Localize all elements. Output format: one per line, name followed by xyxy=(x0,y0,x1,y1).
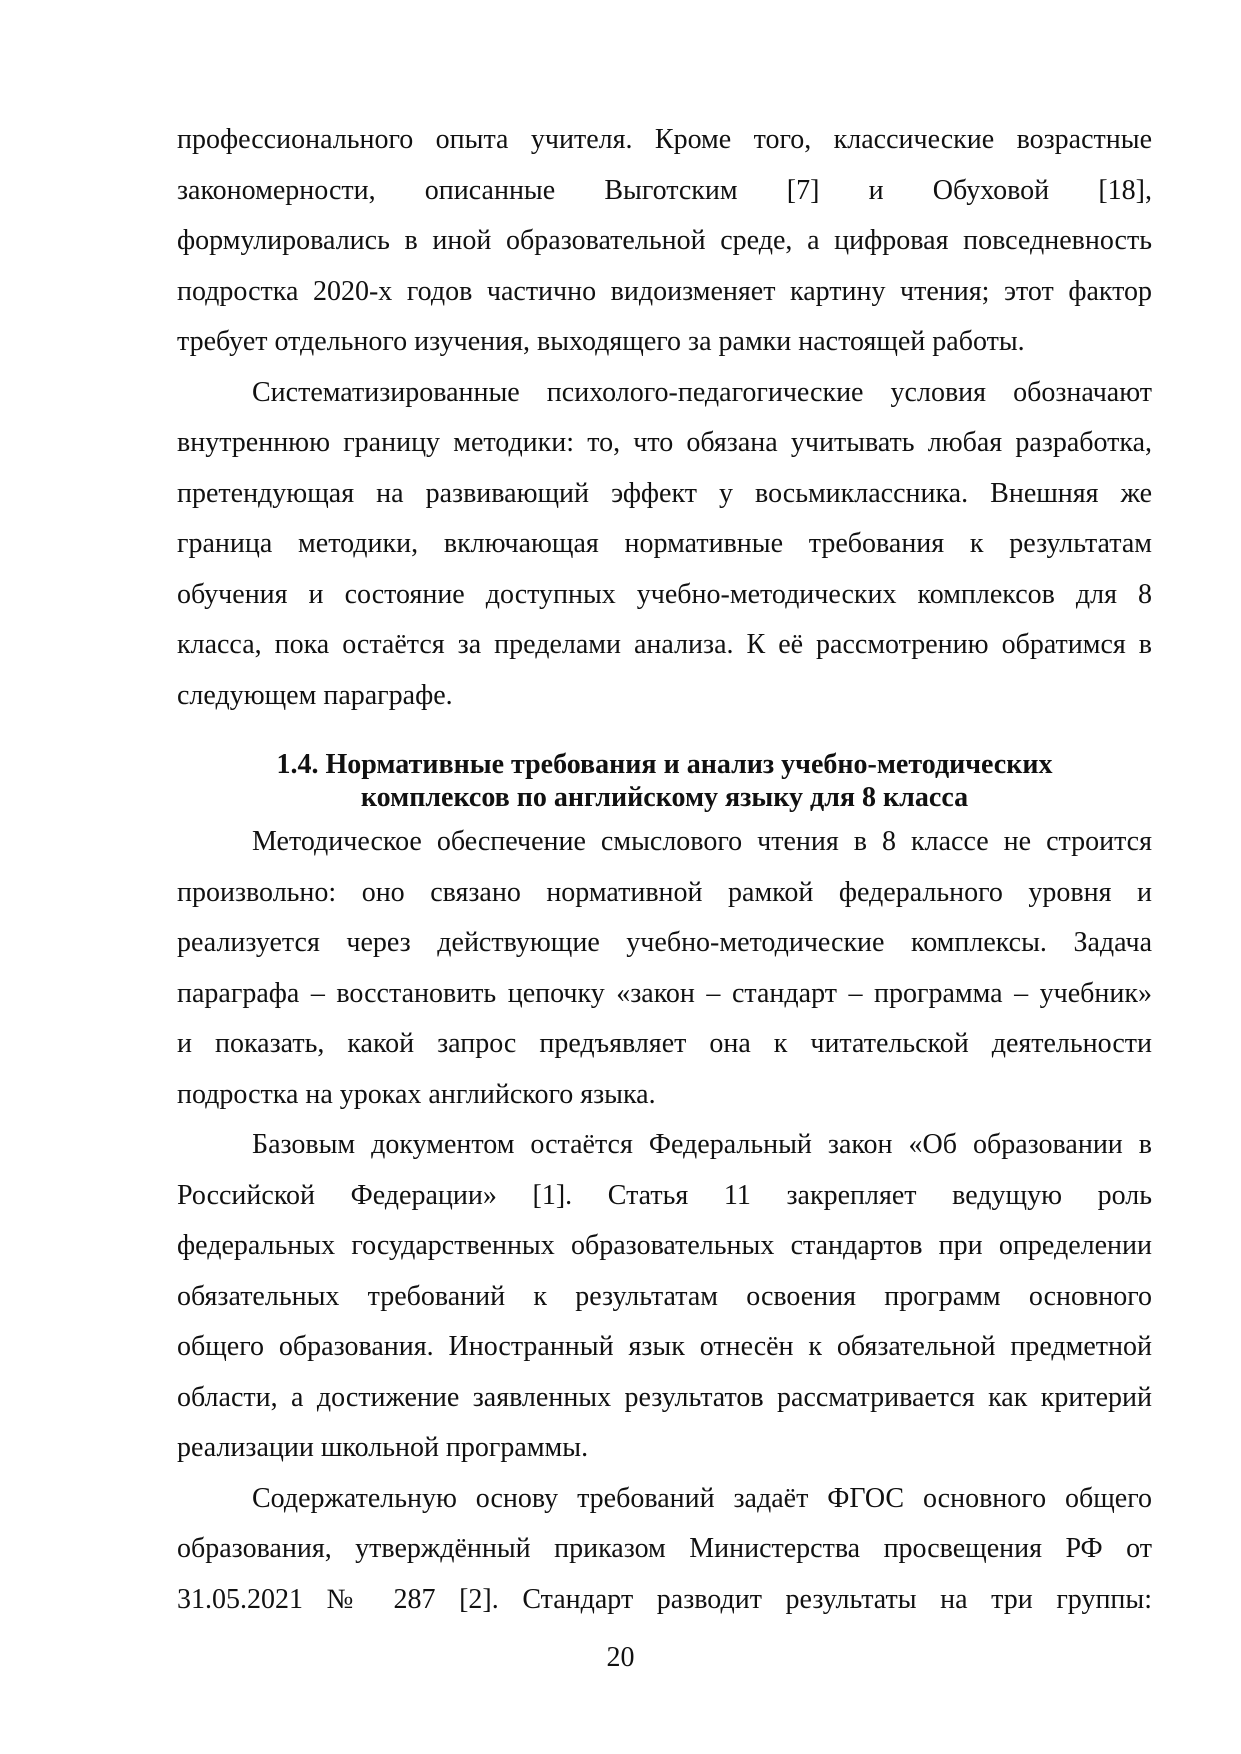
text-line: следующем параграфе. xyxy=(177,679,453,711)
text-line: федеральных государственных образовательных стандартов при определении xyxy=(177,1230,1152,1261)
text-line: подростка на уроках английского языка. xyxy=(177,1078,656,1110)
text-line: произвольно: оно связано нормативной рамкой федерального уровня и xyxy=(177,876,1152,908)
text-line: реализации школьной программы. xyxy=(177,1432,589,1463)
text-line: реализуется через действующие учебно-методические комплексы. Задача xyxy=(177,927,1152,958)
text-line: 31.05.2021 № 287 [2]. Стандарт разводит результаты на три группы: xyxy=(177,1583,1152,1615)
text-line: области, а достижение заявленных результатов рассматривается как критерий xyxy=(177,1381,1152,1413)
paragraph-first-line: Базовым документом остаётся Федеральный закон «Об образовании в xyxy=(252,1129,1152,1160)
text-line: класса, пока остаётся за пределами анализа. К её рассмотрению обратимся в xyxy=(177,629,1152,660)
text-line: граница методики, включающая нормативные требования к результатам xyxy=(177,528,1152,559)
paragraph-block-after-heading xyxy=(177,817,1152,1625)
text-line: общего образования. Иностранный язык отнесён к обязательной предметной xyxy=(177,1331,1152,1362)
text-line: претендующая на развивающий эффект у восьмиклассника. Внешняя же xyxy=(177,477,1152,509)
text-line: параграфа – восстановить цепочку «закон – стандарт – программа – учебник» xyxy=(177,977,1152,1009)
text-line: требует отдельного изучения, выходящего за рамки настоящей работы. xyxy=(177,326,1025,357)
paragraph-first-line: Содержательную основу требований задаёт ФГОС основного общего xyxy=(252,1482,1152,1514)
text-line: образования, утверждённый приказом Министерства просвещения РФ от xyxy=(177,1533,1152,1564)
paragraph-first-line: Систематизированные психолого-педагогические условия обозначают xyxy=(252,376,1152,408)
text-line: подростка 2020-х годов частично видоизменяет картину чтения; этот фактор xyxy=(177,275,1152,307)
text-line: внутреннюю границу методики: то, что обязана учитывать любая разработка, xyxy=(177,427,1152,458)
text-line: Российской Федерации» [1]. Статья 11 закрепляет ведущую роль xyxy=(177,1179,1152,1211)
text-line: формулировались в иной образовательной среде, а цифровая повседневность xyxy=(177,225,1152,256)
section-heading-line-2: комплексов по английскому языку для 8 класса xyxy=(360,782,969,813)
section-heading-line-1: 1.4. Нормативные требования и анализ учебно-методических xyxy=(276,749,1053,780)
text-line: обязательных требований к результатам освоения программ основного xyxy=(177,1280,1152,1312)
text-line: и показать, какой запрос предъявляет она к читательской деятельности xyxy=(177,1028,1152,1059)
page-number: 20 xyxy=(606,1642,635,1673)
text-line: обучения и состояние доступных учебно-методических комплексов для 8 xyxy=(177,578,1152,610)
paragraph-first-line: Методическое обеспечение смыслового чтения в 8 классе не строится xyxy=(252,826,1152,857)
text-line: профессионального опыта учителя. Кроме того, классические возрастные xyxy=(177,124,1152,155)
paragraph-block-before-heading xyxy=(177,115,1152,721)
text-line: закономерности, описанные Выготским [7] и Обуховой [18], xyxy=(177,174,1152,206)
section-heading xyxy=(177,748,1152,814)
